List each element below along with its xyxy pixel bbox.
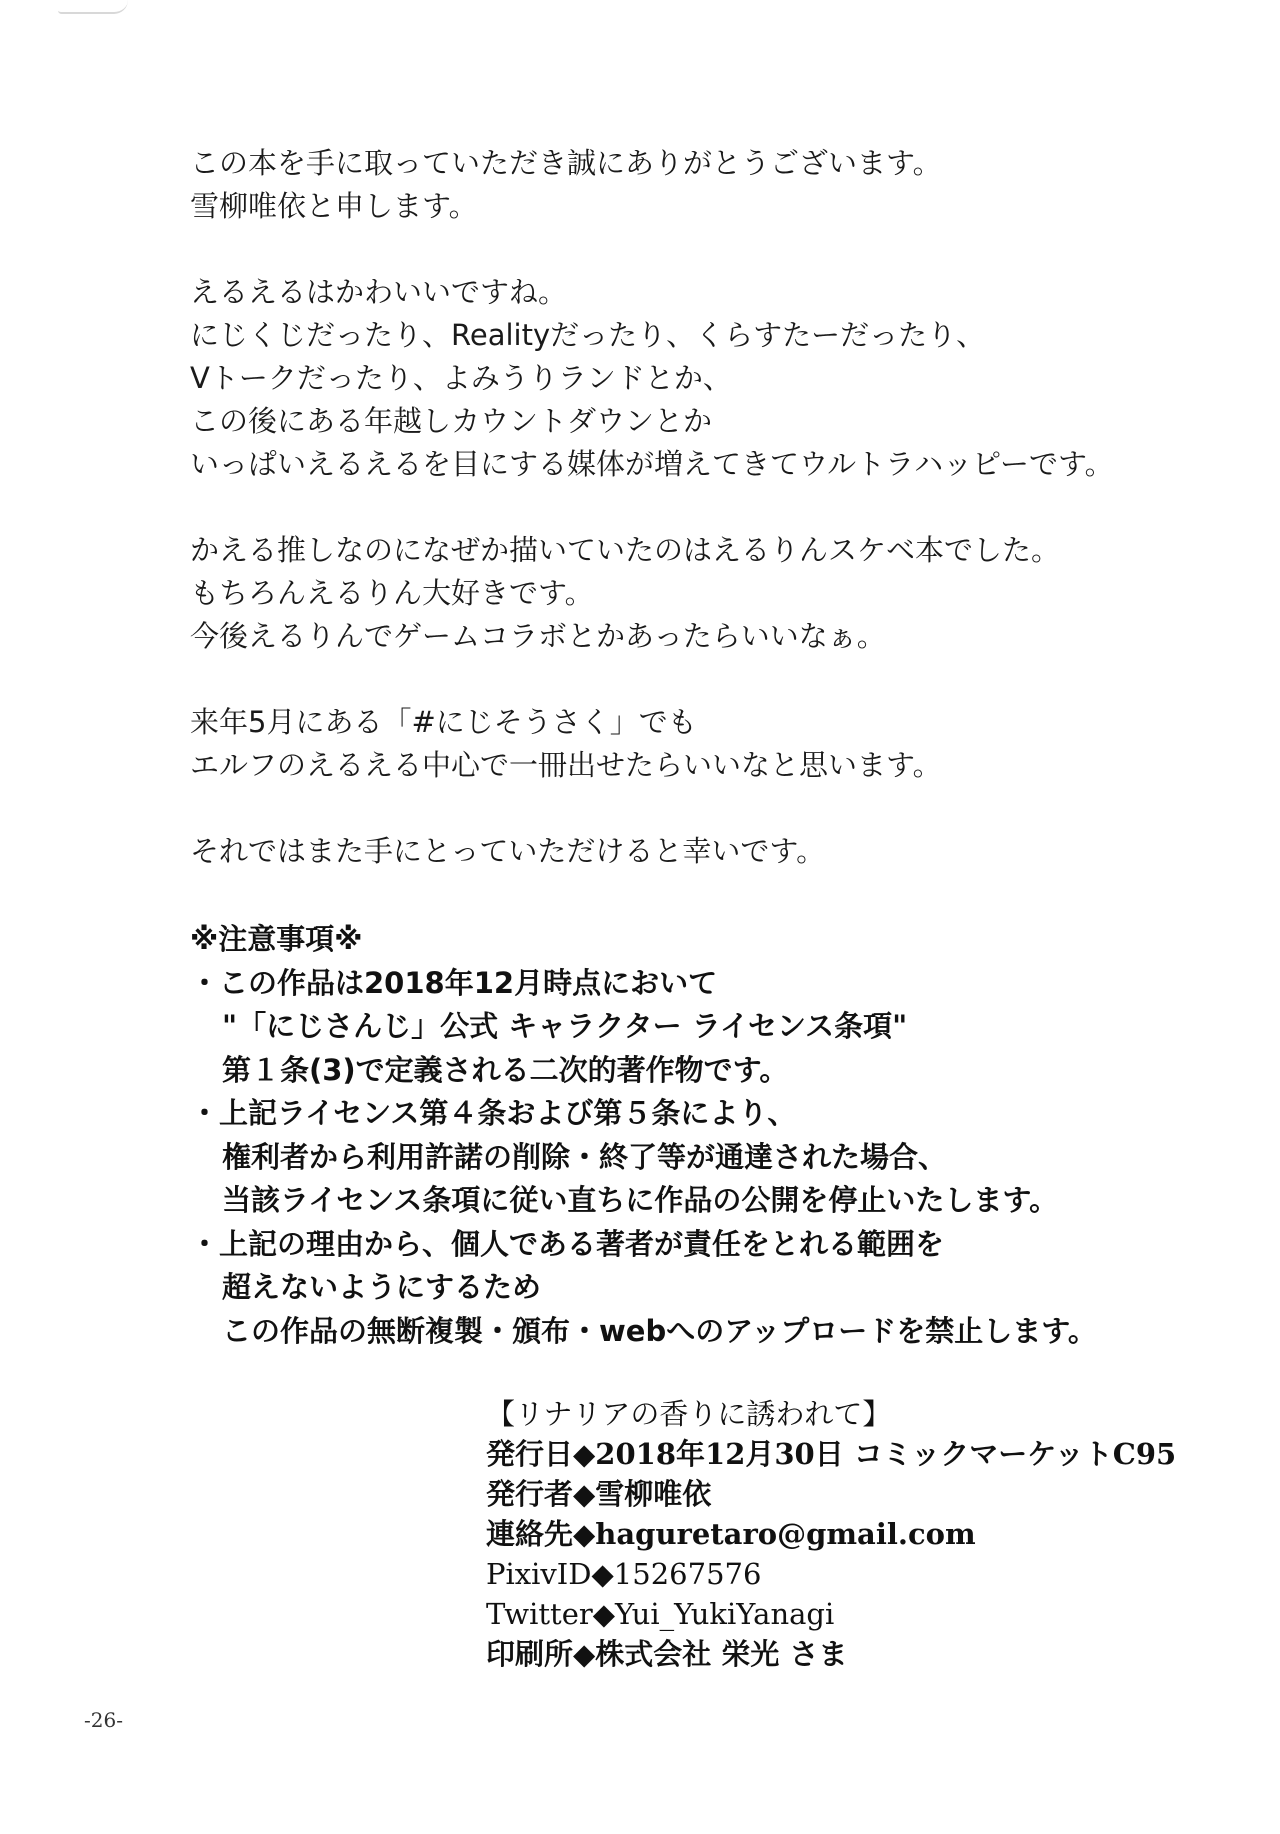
text-line: この本を手に取っていただき誠にありがとうございます。 — [190, 146, 942, 180]
text-line: かえる推しなのになぜか描いていたのはえるりんスケベ本でした。 — [190, 533, 1061, 567]
paragraph-next-event — [190, 701, 1210, 787]
notice-line: 権利者から利用許諾の削除・終了等が通達された場合、 — [222, 1139, 948, 1174]
text-line: にじくじだったり、Realityだったり、くらすたーだったり、 — [190, 318, 986, 352]
page-number: -26- — [84, 1708, 123, 1732]
paragraph-erurin — [190, 529, 1210, 658]
text-line: もちろんえるりん大好きです。 — [190, 576, 594, 610]
text-line: エルフのえるえる中心で一冊出せたらいいなと思います。 — [190, 748, 942, 782]
twitter-handle: Twitter◆Yui_YukiYanagi — [486, 1597, 835, 1631]
text-line: 今後えるりんでゲームコラボとかあったらいいなぁ。 — [190, 619, 886, 653]
notice-line: 当該ライセンス条項に従い直ちに作品の公開を停止いたします。 — [222, 1183, 1059, 1217]
text-line: それではまた手にとっていただけると幸いです。 — [190, 834, 826, 868]
issue-date: 発行日◆2018年12月30日 コミックマーケットC95 — [486, 1437, 1177, 1471]
colophon — [486, 1394, 1186, 1674]
notice-line: "「にじさんじ」公式 キャラクター ライセンス条項" — [222, 1009, 908, 1043]
colophon-title: 【リナリアの香りに誘われて】 — [486, 1397, 892, 1431]
paragraph-closing — [190, 830, 1210, 873]
paragraph-greeting — [190, 142, 1210, 228]
notice-line: ・上記の理由から、個人である著者が責任をとれる範囲を — [190, 1226, 945, 1261]
text-line: 来年5月にある「#にじそうさく」でも — [190, 705, 697, 739]
printer: 印刷所◆株式会社 栄光 さま — [486, 1637, 848, 1671]
notice-line: ・この作品は2018年12月時点において — [190, 965, 718, 1000]
notice-title: ※注意事項※ — [190, 922, 363, 956]
paragraph-media — [190, 271, 1210, 486]
scan-artifact — [58, 0, 128, 14]
notice-line: 第１条(3)で定義される二次的著作物です。 — [222, 1052, 789, 1087]
text-line: Vトークだったり、よみうりランドとか、 — [190, 361, 732, 395]
notice-line: 超えないようにするため — [222, 1270, 542, 1304]
afterword-text — [190, 142, 1210, 916]
notice-line: この作品の無断複製・頒布・webへのアップロードを禁止します。 — [222, 1313, 1097, 1348]
notice-section — [190, 918, 1230, 1353]
publisher: 発行者◆雪柳唯依 — [486, 1477, 712, 1511]
notice-line: ・上記ライセンス第４条および第５条により、 — [190, 1096, 797, 1130]
text-line: いっぱいえるえるを目にする媒体が増えてきてウルトラハッピーです。 — [190, 447, 1114, 481]
text-line: 雪柳唯依と申します。 — [190, 189, 478, 223]
text-line: この後にある年越しカウントダウンとか — [190, 404, 713, 438]
text-line: えるえるはかわいいですね。 — [190, 275, 568, 309]
contact-email: 連絡先◆haguretaro@gmail.com — [486, 1517, 976, 1551]
pixiv-id: PixivID◆15267576 — [486, 1557, 762, 1591]
